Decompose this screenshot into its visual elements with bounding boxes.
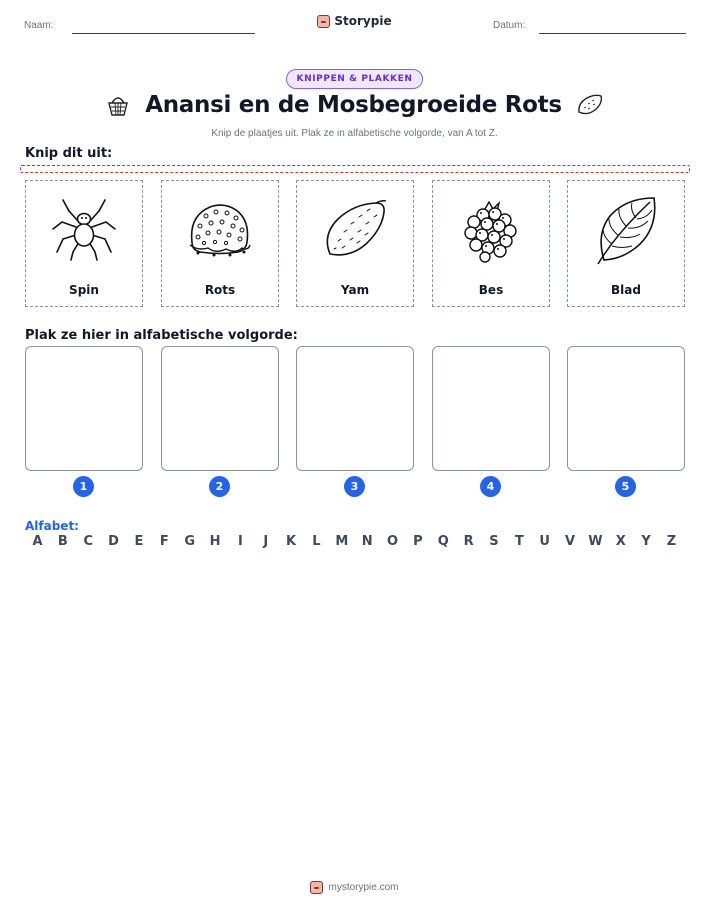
yam-icon (320, 197, 390, 263)
alphabet-letter: A (32, 534, 43, 549)
paste-slot-3[interactable] (296, 346, 414, 471)
slot-number: 3 (344, 476, 365, 497)
name-label: Naam: (24, 20, 54, 31)
alphabet-letter: P (413, 534, 423, 549)
alphabet-letter: V (565, 534, 576, 549)
alphabet-letter: N (361, 534, 373, 549)
storypie-logo-icon (310, 881, 323, 894)
slot-number: 4 (480, 476, 501, 497)
brand-text: Storypie (334, 14, 392, 28)
card-word: Bes (478, 283, 504, 297)
cut-card-blad[interactable] (567, 180, 685, 307)
alphabet-letter: T (514, 534, 524, 549)
activity-badge: KNIPPEN & PLAKKEN (286, 69, 424, 89)
cut-section-label: Knip dit uit: (25, 146, 113, 161)
alphabet-letter: F (159, 534, 169, 549)
alphabet-letter: M (335, 534, 349, 549)
card-word: Spin (69, 283, 99, 297)
slot-number: 1 (73, 476, 94, 497)
alphabet-letter: W (588, 534, 603, 549)
paste-section-label: Plak ze hier in alfabetische volgorde: (25, 328, 298, 343)
alphabet-letter: J (263, 534, 269, 549)
alphabet-letter: H (209, 534, 221, 549)
berry-icon (459, 197, 523, 263)
instructions: Knip de plaatjes uit. Plak ze in alfabetische volgorde, van A tot Z. (211, 128, 498, 139)
paste-slot-1[interactable] (25, 346, 143, 471)
alphabet-letter: X (615, 534, 626, 549)
alphabet-letter: Q (437, 534, 449, 549)
date-line[interactable] (539, 33, 686, 34)
alphabet-letter: S (489, 534, 499, 549)
alphabet-letter: B (57, 534, 68, 549)
card-word: Rots (204, 283, 236, 297)
card-word: Blad (611, 283, 641, 297)
alphabet-letter: I (237, 534, 243, 549)
title-row (0, 92, 709, 118)
paste-slot-4[interactable] (432, 346, 550, 471)
page-title: Anansi en de Mosbegroeide Rots (145, 92, 562, 118)
footer (0, 881, 709, 897)
basket-icon (105, 92, 131, 118)
alphabet-letter: Y (641, 534, 651, 549)
alphabet-letter: O (387, 534, 399, 549)
paste-slot-5[interactable] (567, 346, 685, 471)
alphabet-letter: G (184, 534, 195, 549)
alphabet-letter: D (108, 534, 119, 549)
leaf-icon (594, 194, 658, 266)
mossy-rock-icon (184, 198, 256, 262)
cut-card-yam[interactable] (296, 180, 414, 307)
name-line[interactable] (72, 33, 255, 34)
alphabet-letter: K (286, 534, 297, 549)
slot-number: 5 (615, 476, 636, 497)
slot-number: 2 (209, 476, 230, 497)
alphabet-letter: C (83, 534, 93, 549)
alphabet-letter: R (463, 534, 474, 549)
alphabet-row (25, 534, 684, 549)
footer-url: mystorypie.com (328, 882, 399, 893)
card-word: Yam (340, 283, 370, 297)
yam-icon (576, 93, 604, 117)
cut-line (20, 165, 690, 173)
alphabet-letter: L (312, 534, 321, 549)
brand (0, 14, 709, 31)
alphabet-letter: U (539, 534, 550, 549)
date-label: Datum: (493, 20, 526, 31)
paste-slot-2[interactable] (161, 346, 279, 471)
cut-card-rots[interactable] (161, 180, 279, 307)
storypie-logo-icon (317, 15, 330, 28)
alphabet-letter: E (134, 534, 144, 549)
alphabet-letter: Z (666, 534, 677, 549)
alphabet-label: Alfabet: (25, 519, 79, 533)
spider-icon (49, 197, 119, 263)
cut-card-spin[interactable] (25, 180, 143, 307)
cut-card-bes[interactable] (432, 180, 550, 307)
badge-row (0, 66, 709, 89)
